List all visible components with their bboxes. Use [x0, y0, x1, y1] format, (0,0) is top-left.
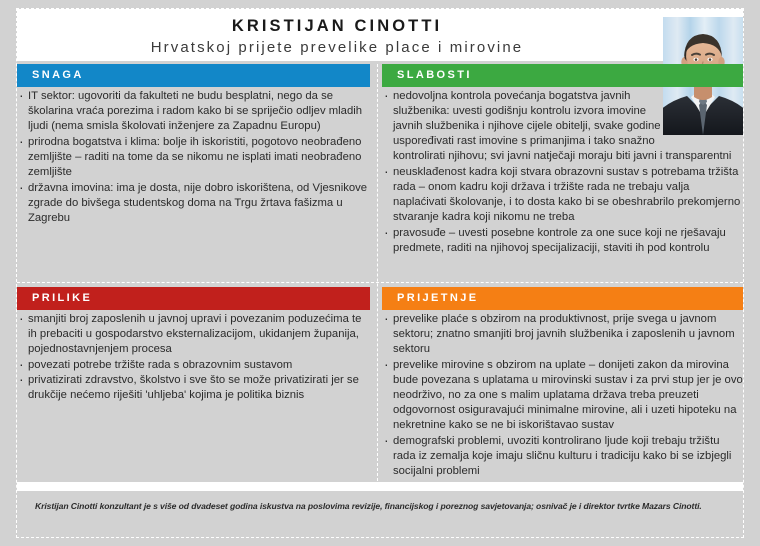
strengths-list — [17, 89, 370, 226]
list-item: · IT sektor: ugovoriti da fakulteti ne budu besplatni, nego da se školarina vraća porezima i radom kako bi se spriječio odljev mladih ljudi (nema smisla školovati inženjere za Zapadnu Europu) — [17, 89, 370, 134]
title-bar — [17, 9, 743, 61]
quadrant-body-opportunities — [17, 312, 370, 478]
list-item: · prirodna bogatstva i klima: bolje ih iskoristiti, pogotovo neobrađeno zemljište – raditi na tome da se nikomu ne isplati imati neobrađeno zemljište — [17, 135, 370, 180]
list-item: · pravosuđe – uvesti posebne kontrole za one suce koji ne rješavaju predmete, raditi na njihovoj specijalizaciji, staviti ih pod kontrolu — [382, 226, 743, 256]
footer-note: Kristijan Cinotti konzultant je s više od dvadeset godina iskustva na poslovima revizije, financijskog i poreznog savjetovanja; osnivač je i direktor tvrtke Mazars Cinotti. — [35, 501, 702, 511]
quadrant-header-weaknesses: SLABOSTI — [382, 64, 743, 87]
list-item: · povezati potrebe tržište rada s obrazovnim sustavom — [17, 358, 370, 373]
page-title: KRISTIJAN CINOTTI — [231, 17, 443, 35]
photo-wrap-spacer — [667, 89, 743, 138]
footer-separator — [17, 482, 743, 491]
list-item: · neusklađenost kadra koji stvara obrazovni sustav s potrebama tržišta rada – onom kadru koji država i tržište rada ne trebaju valja naplaćivati školovanje, i to dosta kako bi se obeshrabrilo prekomjerno stvaranje kadra koji nikomu ne treba — [382, 165, 743, 225]
list-item — [382, 89, 743, 164]
page-subtitle: Hrvatskoj prijete prevelike place i mirovine — [150, 39, 524, 57]
weaknesses-list — [382, 89, 743, 256]
list-item: · privatizirati zdravstvo, školstvo i sve što se može privatizirati jer se drukčije nećemo riješiti 'uhljeba' kojima je politika biznis — [17, 373, 370, 403]
opportunities-list — [17, 312, 370, 404]
list-item: · državna imovina: ima je dosta, nije dobro iskorištena, od Vjesnikove zgrade do bivšega studentskog doma na Trgu žrtava fašizma u Zagrebu — [17, 181, 370, 226]
quadrant-body-weaknesses — [382, 89, 743, 269]
list-item: · demografski problemi, uvoziti kontrolirano ljude koji trebaju tržištu rada iz zemalja koje imaju sličnu kulturu i tradiciju kako bi se izbjegli socijalni problemi — [382, 434, 743, 479]
list-item: · smanjiti broj zaposlenih u javnoj upravi i povezanim poduzećima te ih prebaciti u gospodarstvo eksternalizacijom, ukidanjem županija, pojednostavnjenjem procesa — [17, 312, 370, 357]
list-item: · prevelike plaće s obzirom na produktivnost, prije svega u javnom sektoru; znatno smanjiti broj javnih službenika i zaposlenih u javnom sektoru — [382, 312, 743, 357]
list-item: · prevelike mirovine s obzirom na uplate – donijeti zakon da mirovina bude povezana s uplatama u mirovinski sustav i za prvi stup jer je ovo neodrživo, no za one s malim uplatama država treba preuzeti odgovornost osiguravajući minimalne mirovine, ali i uzeti hipoteku na nekretnine kako se ne bi iskorištavao sustav — [382, 358, 743, 433]
quadrant-header-opportunities: PRILIKE — [17, 287, 370, 310]
vertical-divider — [377, 64, 378, 481]
quadrant-body-strengths — [17, 89, 370, 269]
threats-list — [382, 312, 743, 479]
horizontal-divider — [17, 282, 743, 283]
quadrant-body-threats — [382, 312, 743, 478]
list-item-text: nedovoljna kontrola povećanja bogatstva javnih službenika: uvesti godišnju kontrolu izvora imovine javnih službenika i njihove cijele obitelji, svake godine uspoređivati rast imovine s primanjima i tako snažno kontrolirati njihovu; svi javni natječaji moraju biti javni i transparentni — [393, 90, 732, 163]
quadrant-header-threats: PRIJETNJE — [382, 287, 743, 310]
quadrant-header-strengths: SNAGA — [17, 64, 370, 87]
